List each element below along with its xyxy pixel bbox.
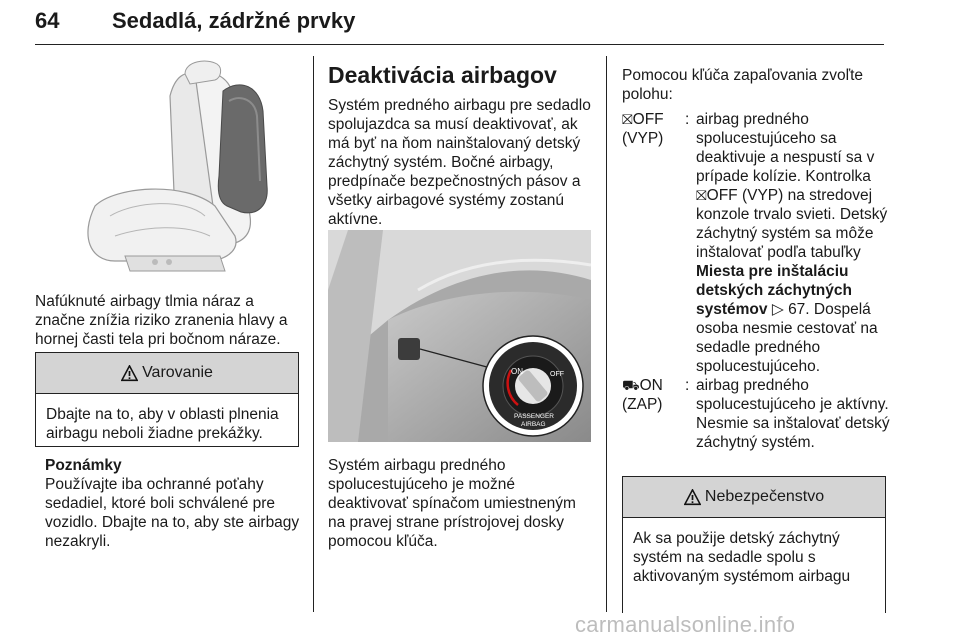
danger-triangle-icon (684, 489, 701, 506)
airbag-off-indicator-icon: ⛝ (696, 187, 707, 203)
danger-header (623, 477, 885, 518)
off-definition (622, 110, 888, 375)
warning-header (36, 353, 298, 394)
watermark: carmanualsonline.info (575, 612, 796, 637)
page-number: 64 (35, 8, 60, 33)
danger-text: Ak sa použije detský záchytný systém na sedadle spolu s aktivovaným systémom airbagu (633, 530, 851, 585)
child-restraint-table-link[interactable]: Miesta pre inštaláciu detských záchytných systémov (696, 263, 852, 318)
off-def-a: airbag predného spolucestujúceho sa deaktivuje a nespustí sa v prípade kolízie. Kontrolka (696, 111, 875, 185)
off-def-ref: 67. Dospelá osoba nesmie cestovať na sedadle predného spolucestujúceho. (696, 301, 878, 375)
danger-title: Nebezpečenstvo (704, 488, 825, 505)
deactivation-intro: Systém predného airbagu pre sedadlo spolujazdca sa musí deaktivovať, ak má byť na ňom nainštalovaný detský záchytný systém. Bočné airbagy, predpínače bezpečnostných pásov a všetky airbagové systémy zostanú aktívne. (328, 97, 591, 228)
switch-airbag-label: AIRBAG (521, 421, 546, 428)
danger-box (622, 476, 886, 613)
seat-airbag-illustration (35, 56, 297, 278)
off-term-label: OFF (632, 111, 664, 128)
on-term-label: ON (639, 377, 663, 394)
off-definition-text (696, 110, 896, 376)
on-term (622, 376, 663, 414)
note-title: Poznámky (45, 457, 122, 474)
off-term (622, 110, 664, 148)
on-definition-text: airbag predného spolucestujúceho je aktívny. Nesmie sa inštalovať detský záchytný systém. (696, 377, 890, 451)
section-heading: Deaktivácia airbagov (328, 62, 557, 88)
switch-passenger-label: PASSENGER (514, 413, 554, 420)
off-def-b: OFF (VYP) na stredovej konzole trvalo svieti. Detský záchytný systém sa môže inštalovať podľa tabuľky (696, 187, 888, 261)
header-rule (35, 44, 884, 45)
airbag-on-icon: ⛟ (622, 377, 640, 393)
warning-text: Dbajte na to, aby v oblasti plnenia airbagu neboli žiadne prekážky. (46, 406, 279, 442)
airbag-switch-photo (328, 230, 591, 442)
on-colon: : (685, 377, 690, 394)
warning-triangle-icon (121, 365, 138, 382)
on-definition (622, 376, 888, 471)
column-divider-1 (313, 56, 314, 612)
position-intro: Pomocou kľúča zapaľovania zvoľte polohu: (622, 67, 864, 103)
on-term-translation: (ZAP) (622, 396, 663, 413)
page-title: Sedadlá, zádržné prvky (112, 8, 356, 33)
airbag-off-icon: ⛝ (622, 111, 633, 127)
switch-off-label: OFF (550, 371, 564, 378)
note-text: Používajte iba ochranné poťahy sedadiel, ktoré boli schválené pre vozidlo. Dbajte na to, aby ste airbagy nezakryli. (45, 476, 300, 550)
switch-on-label: ON (511, 367, 523, 376)
column-divider-2 (606, 56, 607, 612)
warning-title: Varovanie (142, 364, 213, 381)
switch-description: Systém airbagu predného spolucestujúceho je možné deaktivovať spínačom umiestneným na pravej strane prístrojovej dosky pomocou kľúča. (328, 457, 576, 550)
warning-box (35, 352, 299, 447)
seat-caption: Nafúknuté airbagy tlmia náraz a značne znížia riziko zranenia hlavy a hornej časti tela pri bočnom náraze. (35, 293, 288, 348)
off-term-translation: (VYP) (622, 130, 664, 147)
off-colon: : (685, 111, 690, 128)
page-ref-icon: ▷ (771, 301, 784, 318)
